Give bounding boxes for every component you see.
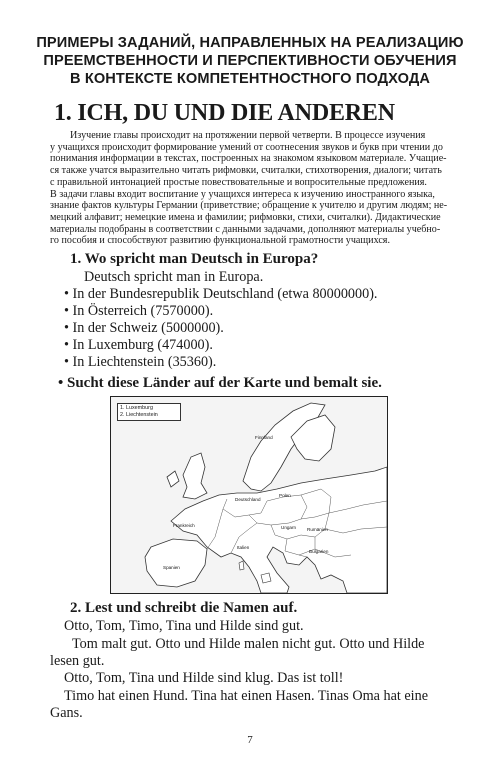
intro-line: с правильной интонацией простые повествовательные и вопросительные предложения. bbox=[50, 176, 427, 188]
europe-map-drawing bbox=[111, 397, 387, 593]
header-line: ПРИМЕРЫ ЗАДАНИЙ, НАПРАВЛЕННЫХ НА РЕАЛИЗАЦИЮ bbox=[36, 35, 464, 51]
intro-line: у учащихся происходит формирование умений от соотнесения звуков и букв при чтении до bbox=[50, 141, 443, 153]
country-bullet: • In Liechtenstein (35360). bbox=[64, 354, 217, 370]
map-task: • Sucht diese Länder auf der Karte und bemalt sie. bbox=[58, 375, 382, 391]
intro-line: го пособия и способствуют развитию функциональной грамотности учащихся. bbox=[50, 235, 390, 247]
country-bullet: • In Österreich (7570000). bbox=[64, 303, 214, 319]
intro-line: мецкий алфавит; немецкие имена и фамилии; рифмовки, стихи, считалки). Дидактические bbox=[50, 211, 441, 223]
exercise-2-title: 2. Lest und schreibt die Namen auf. bbox=[70, 600, 298, 616]
intro-line: В задачи главы входит воспитание у учащихся интереса к изучению иностранного языка, bbox=[50, 188, 435, 200]
section-header bbox=[30, 34, 470, 88]
country-bullet: • In der Schweiz (5000000). bbox=[64, 320, 224, 336]
country-label: Polen bbox=[279, 493, 291, 498]
text-line: Tom malt gut. Otto und Hilde malen nicht gut. Otto und Hilde bbox=[72, 636, 425, 652]
text-line: Timo hat einen Hund. Tina hat einen Hasen. Tinas Oma hat eine bbox=[64, 688, 428, 704]
country-label: Finnland bbox=[255, 435, 273, 440]
text-line: Otto, Tom, Timo, Tina und Hilde sind gut. bbox=[64, 618, 304, 634]
intro-line: ся также учатся выразительно читать рифмовки, считалки, стихотворения, диалоги; читать bbox=[50, 165, 442, 177]
text-line: Otto, Tom, Tina und Hilde sind klug. Das ist toll! bbox=[64, 670, 344, 686]
map-legend bbox=[117, 403, 181, 421]
country-label: Bulgarien bbox=[309, 549, 329, 554]
legend-item: 2. Liechtenstein bbox=[120, 412, 158, 418]
country-label: Deutschland bbox=[235, 497, 261, 502]
page-number: 7 bbox=[247, 734, 253, 746]
exercise-1-answer: Deutsch spricht man in Europa. bbox=[84, 269, 264, 285]
country-label: Frankreich bbox=[173, 523, 195, 528]
intro-line: знание фактов культуры Германии (приветствие; обращение к учителю и другим людям; не- bbox=[50, 200, 448, 212]
intro-line: Изучение главы происходит на протяжении первой четверти. В процессе изучения bbox=[70, 130, 426, 141]
text-line: lesen gut. bbox=[50, 653, 105, 669]
intro-line: материалы подобраны в соответствии с данными задачами, дополняют материалы учебно- bbox=[50, 223, 441, 235]
header-line: В КОНТЕКСТЕ КОМПЕТЕНТНОСТНОГО ПОДХОДА bbox=[70, 71, 430, 87]
chapter-title: 1. ICH, DU UND DIE ANDEREN bbox=[54, 100, 395, 126]
country-label: Italien bbox=[237, 545, 250, 550]
europe-map bbox=[110, 396, 388, 594]
header-line: ПРЕЕМСТВЕННОСТИ И ПЕРСПЕКТИВНОСТИ ОБУЧЕНИЯ bbox=[43, 53, 457, 69]
text-line: Gans. bbox=[50, 705, 83, 721]
country-label: Ungarn bbox=[281, 525, 297, 530]
country-bullet: • In der Bundesrepublik Deutschland (etwa 80000000). bbox=[64, 286, 378, 302]
intro-paragraph bbox=[50, 130, 460, 247]
country-label: Spanien bbox=[163, 565, 180, 570]
country-label: Rumänien bbox=[307, 527, 328, 532]
exercise-1-title: 1. Wo spricht man Deutsch in Europa? bbox=[70, 251, 319, 267]
legend-item: 1. Luxemburg bbox=[120, 405, 153, 411]
intro-line: понимания информации в текстах, построенных на знакомом языковом материале. Учащие- bbox=[50, 153, 447, 165]
country-bullet: • In Luxemburg (474000). bbox=[64, 337, 213, 353]
